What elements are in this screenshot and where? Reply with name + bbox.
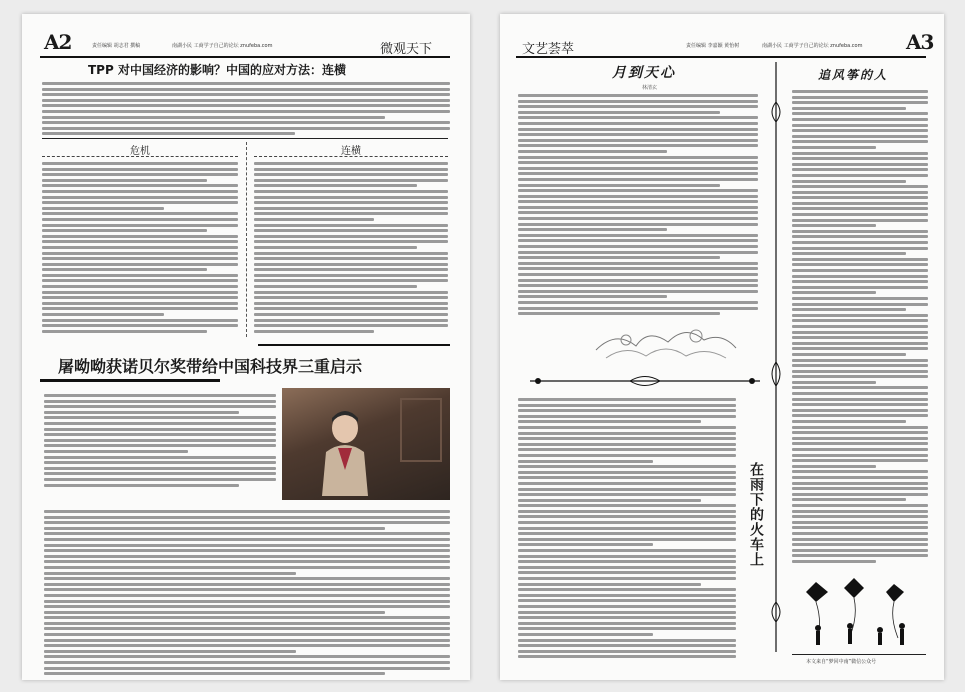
essay1-text [518, 94, 758, 318]
article2-body-text [44, 510, 450, 678]
kite-flying-illustration [798, 576, 926, 648]
alliance-title-rule [254, 156, 448, 157]
article2-headline: 屠呦呦获诺贝尔奖带给中国科技界三重启示 [58, 357, 363, 376]
left-page [22, 14, 470, 680]
kite-caption: 本文来自“梦回中南”微信公众号 [806, 659, 877, 665]
right-header-rule [516, 56, 926, 58]
window-frame-decoration [400, 398, 442, 462]
article1-headline: TPP 对中国经济的影响？中国的应对方法：连横 [88, 63, 346, 77]
essay1-author: 林清玄 [642, 85, 658, 91]
person-portrait-image [316, 408, 374, 496]
article2-top-rule [258, 344, 450, 346]
left-header-credits: 责任编辑 胡志君 撰稿 [92, 43, 141, 49]
column-divider [246, 142, 247, 337]
article2-bottom-rule [40, 379, 220, 382]
cloud-ornament-icon [586, 310, 746, 366]
left-header-slogan: 南湖小民 工商学子自己的论坛 znufeba.com [172, 43, 273, 49]
left-page-number: A2 [44, 30, 72, 54]
vertical-flourish-icon [768, 62, 784, 652]
crisis-title-rule [42, 156, 238, 157]
essay3-text [518, 398, 736, 661]
left-header-rule [40, 56, 450, 58]
essay1-title: 月到天心 [612, 65, 676, 81]
right-page [500, 14, 944, 680]
laureate-photo [282, 388, 450, 500]
right-header-slogan: 南湖小民 工商学子自己的论坛 znufeba.com [762, 43, 863, 49]
flourish-divider-icon [530, 374, 760, 388]
article1-intro-text [42, 82, 450, 138]
crisis-column-text [42, 162, 238, 335]
alliance-column-text [254, 162, 448, 335]
right-header-credits: 责任编辑 李嘉颖 黄怡树 [686, 43, 740, 49]
right-page-number: A3 [906, 30, 934, 54]
essay3-title: 在雨下的火车上 [748, 462, 764, 567]
right-section-title: 文艺荟萃 [522, 42, 575, 57]
essay2-title: 追风筝的人 [818, 68, 889, 82]
column-title-crisis: 危机 [130, 146, 150, 157]
essay2-text [792, 90, 928, 565]
article1-divider [42, 138, 448, 139]
left-section-title: 微观天下 [380, 42, 433, 57]
column-title-alliance: 连横 [341, 146, 361, 157]
article2-lead-text [44, 394, 276, 489]
kite-caption-rule [792, 654, 926, 655]
